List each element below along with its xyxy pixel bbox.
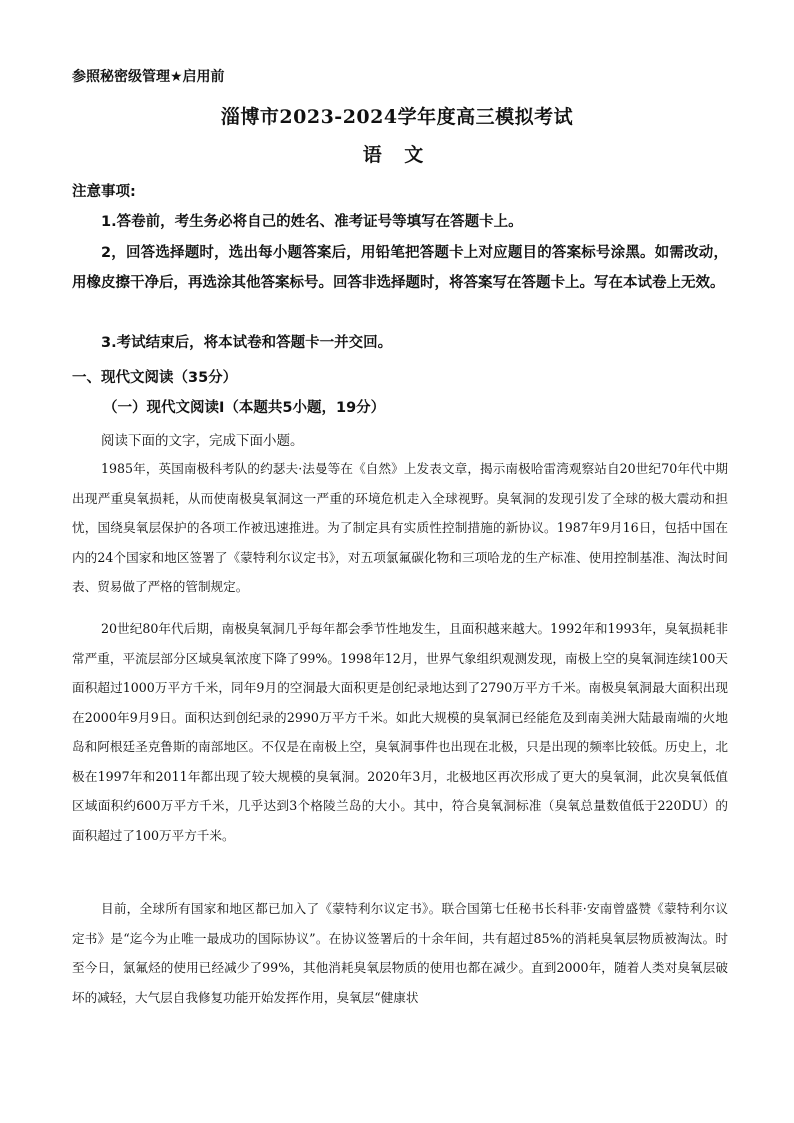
- subsection-heading: （一）现代文阅读Ⅰ（本题共5小题，19分）: [103, 400, 386, 416]
- notice-item-2: 2，回答选择题时，选出每小题答案后，用铅笔把答题卡上对应题目的答案标号涂黑。如需改动，用橡皮擦干净后，再选涂其他答案标号。回答非选择题时，将答案写在答题卡上。写在本试卷上无效。: [72, 245, 728, 291]
- passage-paragraph-1: 1985年，英国南极科考队的约瑟夫·法曼等在《自然》上发表文章，揭示南极哈雷湾观察站自20世纪70年代中期出现严重臭氧损耗，从而使南极臭氧洞这一严重的环境危机走入全球视野。臭氧洞的发现引发了全球的极大震动和担忧，国绕臭氧层保护的各项工作被迅速推进。为了制定具有实质性控制措施的新协议。1987年9月16日，包括中国在内的24个国家和地区签署了《蒙特利尔议定书》，对五项氯氟碳化物和三项哈龙的生产标准、使用控制基准、淘汰时间表、贸易做了严格的管制规定。: [72, 461, 728, 594]
- secret-level-label: 参照秘密级管理★启用前: [72, 69, 225, 85]
- notice-item-1: 1.答卷前，考生务必将自己的姓名、准考证号等填写在答题卡上。: [101, 214, 523, 230]
- reading-instruction: 阅读下面的文字，完成下面小题。: [101, 433, 304, 449]
- exam-title: 淄博市2023-2024学年度高三模拟考试: [220, 106, 574, 128]
- notice-item-3: 3.考试结束后，将本试卷和答题卡一并交回。: [101, 335, 393, 351]
- subject-title: 语 文: [362, 144, 432, 166]
- section-heading: 一、现代文阅读（35分）: [72, 370, 238, 386]
- passage-paragraph-2: 20世纪80年代后期，南极臭氧洞几乎每年都会季节性地发生，且面积越来越大。1992年和1993年，臭氧损耗非常严重，平流层部分区域臭氧浓度下降了99%。1998年12月，世界气象组织观测发现，南极上空的臭氧洞连续100天面积超过1000万平方千米，同年9月的空洞最大面积更是创纪录地达到了2790万平方千米。南极臭氧洞最大面积出现在2000年9月9日。面积达到创纪录的2990万平方千米。如此大规模的臭氧洞已经能危及到南美洲大陆最南端的火地岛和阿根廷圣克鲁斯的南部地区。不仅是在南极上空，臭氧洞事件也出现在北极，只是出现的频率比较低。历史上，北极在1997年和2011年都出现了较大规模的臭氧洞。2020年3月，北极地区再次形成了更大的臭氧洞，此次臭氧低值区域面积约600万平方千米，几乎达到3个格陵兰岛的大小。其中，符合臭氧洞标准（臭氧总量数值低于220DU）的面积超过了100万平方千米。: [72, 621, 728, 843]
- passage-paragraph-3: 目前，全球所有国家和地区都已加入了《蒙特利尔议定书》。联合国第七任秘书长科菲·安南曾盛赞《蒙特利尔议定书》是“迄今为止唯一最成功的国际协议”。在协议签署后的十余年间，共有超过85%的消耗臭氧层物质被淘汰。时至今日，氯氟烃的使用已经减少了99%，其他消耗臭氧层物质的使用也都在减少。直到2000年，随着人类对臭氧层破坏的减轻，大气层自我修复功能开始发挥作用，臭氧层“健康状: [72, 901, 728, 1005]
- notice-heading: 注意事项:: [72, 184, 136, 200]
